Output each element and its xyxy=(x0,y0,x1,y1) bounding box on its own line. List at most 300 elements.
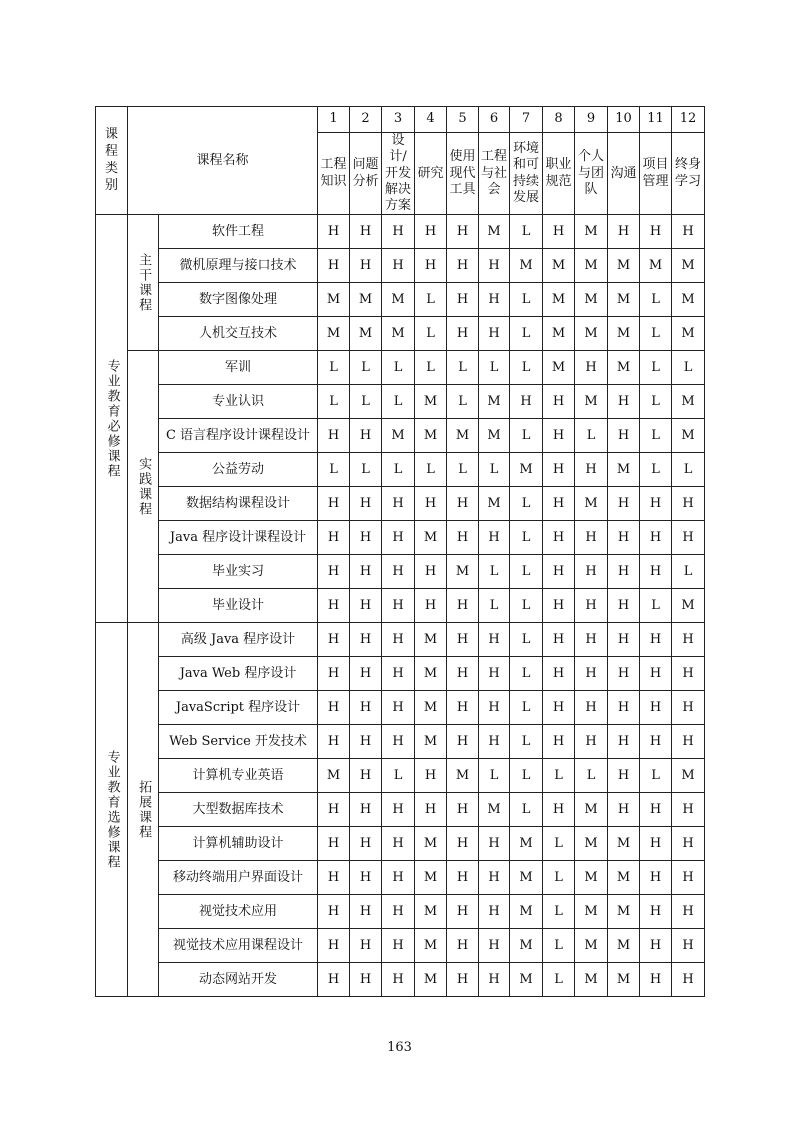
category-header-text: 课程类别 xyxy=(104,126,118,193)
outcome-level: L xyxy=(479,589,510,623)
outcome-level: H xyxy=(447,691,479,725)
outcome-level: H xyxy=(382,487,415,521)
course-name: Java 程序设计课程设计 xyxy=(159,521,318,555)
outcome-level: M xyxy=(672,249,705,283)
outcome-label: 个人与团队 xyxy=(575,133,608,215)
outcome-level: H xyxy=(350,249,382,283)
outcome-level: M xyxy=(672,589,705,623)
table-row xyxy=(96,895,705,929)
outcome-level: H xyxy=(350,793,382,827)
outcome-level: H xyxy=(350,521,382,555)
table-row xyxy=(96,487,705,521)
outcome-level: H xyxy=(672,861,705,895)
outcome-level: H xyxy=(318,691,350,725)
outcome-level: L xyxy=(575,759,608,793)
outcome-level: H xyxy=(415,589,447,623)
outcome-level: H xyxy=(640,861,672,895)
outcome-level: M xyxy=(575,385,608,419)
outcome-level: H xyxy=(447,657,479,691)
outcome-number: 4 xyxy=(415,107,447,133)
outcome-level: M xyxy=(415,861,447,895)
outcome-level: H xyxy=(543,487,575,521)
outcome-level: M xyxy=(575,793,608,827)
outcome-level: H xyxy=(447,215,479,249)
outcome-level: H xyxy=(479,827,510,861)
outcome-level: H xyxy=(543,793,575,827)
outcome-level: H xyxy=(672,487,705,521)
outcome-level: L xyxy=(543,929,575,963)
outcome-level: M xyxy=(415,623,447,657)
outcome-level: L xyxy=(479,555,510,589)
page-number: 163 xyxy=(387,1040,412,1055)
outcome-level: L xyxy=(382,351,415,385)
group-label: 实践课程 xyxy=(128,351,159,623)
outcome-level: H xyxy=(672,895,705,929)
outcome-level: H xyxy=(382,929,415,963)
outcome-level: M xyxy=(543,317,575,351)
outcome-level: M xyxy=(415,691,447,725)
outcome-level: H xyxy=(479,623,510,657)
outcome-level: L xyxy=(640,419,672,453)
outcome-level: L xyxy=(543,861,575,895)
table-row xyxy=(96,963,705,997)
matrix-body xyxy=(96,107,705,997)
outcome-level: H xyxy=(543,691,575,725)
outcome-level: H xyxy=(318,861,350,895)
outcome-level: H xyxy=(415,249,447,283)
outcome-level: L xyxy=(510,759,543,793)
outcome-level: H xyxy=(479,249,510,283)
course-name: 数据结构课程设计 xyxy=(159,487,318,521)
outcome-level: M xyxy=(318,759,350,793)
outcome-level: M xyxy=(575,827,608,861)
outcome-level: H xyxy=(608,623,640,657)
outcome-number: 6 xyxy=(479,107,510,133)
outcome-level: M xyxy=(575,215,608,249)
outcome-level: H xyxy=(350,963,382,997)
outcome-level: M xyxy=(479,419,510,453)
outcome-level: M xyxy=(479,487,510,521)
outcome-level: H xyxy=(350,759,382,793)
course-name: 软件工程 xyxy=(159,215,318,249)
outcome-level: H xyxy=(479,657,510,691)
outcome-level: H xyxy=(382,589,415,623)
table-row xyxy=(96,827,705,861)
outcome-level: L xyxy=(479,759,510,793)
outcome-number: 9 xyxy=(575,107,608,133)
outcome-level: H xyxy=(382,725,415,759)
outcome-level: L xyxy=(318,351,350,385)
outcome-level: H xyxy=(447,521,479,555)
outcome-level: M xyxy=(382,419,415,453)
outcome-level: H xyxy=(543,555,575,589)
outcome-label: 终身学习 xyxy=(672,133,705,215)
outcome-level: H xyxy=(608,419,640,453)
outcome-level: L xyxy=(382,385,415,419)
outcome-level: H xyxy=(382,215,415,249)
outcome-number: 1 xyxy=(318,107,350,133)
outcome-level: H xyxy=(672,929,705,963)
outcome-level: H xyxy=(608,793,640,827)
outcome-level: H xyxy=(447,283,479,317)
outcome-level: L xyxy=(672,555,705,589)
outcome-level: H xyxy=(318,827,350,861)
table-row xyxy=(96,283,705,317)
outcome-level: M xyxy=(510,895,543,929)
category-label: 专业教育必修课程 xyxy=(96,215,128,623)
outcome-level: L xyxy=(415,453,447,487)
outcome-level: H xyxy=(640,691,672,725)
outcome-level: H xyxy=(543,725,575,759)
outcome-level: H xyxy=(608,759,640,793)
outcome-level: M xyxy=(575,895,608,929)
outcome-level: H xyxy=(350,691,382,725)
outcome-level: H xyxy=(608,657,640,691)
outcome-level: L xyxy=(510,351,543,385)
outcome-level: H xyxy=(318,725,350,759)
outcome-level: M xyxy=(415,657,447,691)
outcome-level: L xyxy=(382,453,415,487)
outcome-level: L xyxy=(510,521,543,555)
outcome-level: L xyxy=(350,453,382,487)
outcome-level: H xyxy=(640,793,672,827)
table-row xyxy=(96,453,705,487)
outcome-level: L xyxy=(510,589,543,623)
outcome-level: L xyxy=(415,283,447,317)
outcome-level: H xyxy=(672,521,705,555)
outcome-level: H xyxy=(318,793,350,827)
outcome-level: L xyxy=(640,317,672,351)
outcome-level: L xyxy=(543,895,575,929)
outcome-level: H xyxy=(382,895,415,929)
outcome-level: H xyxy=(608,725,640,759)
course-name-header: 课程名称 xyxy=(128,107,318,215)
outcome-level: L xyxy=(543,827,575,861)
outcome-level: H xyxy=(318,215,350,249)
outcome-level: H xyxy=(382,623,415,657)
outcome-label: 使用现代工具 xyxy=(447,133,479,215)
outcome-level: M xyxy=(575,317,608,351)
outcome-level: H xyxy=(382,521,415,555)
table-row xyxy=(96,793,705,827)
category-header xyxy=(96,107,128,215)
outcome-level: H xyxy=(447,317,479,351)
outcome-level: L xyxy=(350,385,382,419)
outcome-level: H xyxy=(447,827,479,861)
outcome-level: M xyxy=(608,861,640,895)
outcome-level: H xyxy=(415,759,447,793)
outcome-level: H xyxy=(415,215,447,249)
group-label: 主干课程 xyxy=(128,215,159,351)
outcome-level: H xyxy=(447,793,479,827)
outcome-level: M xyxy=(608,317,640,351)
outcome-level: H xyxy=(543,521,575,555)
outcome-level: M xyxy=(608,895,640,929)
outcome-level: L xyxy=(510,283,543,317)
outcome-level: H xyxy=(350,657,382,691)
outcome-level: H xyxy=(640,657,672,691)
course-name: 计算机专业英语 xyxy=(159,759,318,793)
outcome-level: H xyxy=(608,691,640,725)
course-outcome-matrix xyxy=(95,106,705,997)
outcome-level: M xyxy=(672,419,705,453)
outcome-level: M xyxy=(510,453,543,487)
outcome-level: H xyxy=(640,963,672,997)
outcome-level: H xyxy=(318,249,350,283)
outcome-level: L xyxy=(510,419,543,453)
outcome-level: H xyxy=(543,215,575,249)
outcome-level: H xyxy=(350,419,382,453)
course-name: 高级 Java 程序设计 xyxy=(159,623,318,657)
outcome-level: H xyxy=(575,691,608,725)
outcome-level: M xyxy=(575,249,608,283)
outcome-level: L xyxy=(350,351,382,385)
outcome-level: H xyxy=(350,589,382,623)
outcome-level: H xyxy=(672,623,705,657)
outcome-level: M xyxy=(415,929,447,963)
course-name: C 语言程序设计课程设计 xyxy=(159,419,318,453)
outcome-level: L xyxy=(318,453,350,487)
outcome-number: 7 xyxy=(510,107,543,133)
outcome-level: H xyxy=(415,555,447,589)
table-row xyxy=(96,657,705,691)
outcome-level: H xyxy=(575,589,608,623)
outcome-level: M xyxy=(608,929,640,963)
outcome-level: L xyxy=(415,317,447,351)
outcome-level: H xyxy=(350,861,382,895)
outcome-level: L xyxy=(640,283,672,317)
outcome-level: H xyxy=(350,487,382,521)
outcome-level: H xyxy=(510,385,543,419)
outcome-level: H xyxy=(447,861,479,895)
outcome-level: M xyxy=(510,861,543,895)
outcome-level: H xyxy=(640,929,672,963)
outcome-label: 工程知识 xyxy=(318,133,350,215)
outcome-level: M xyxy=(575,861,608,895)
outcome-level: H xyxy=(479,725,510,759)
outcome-level: M xyxy=(382,317,415,351)
course-name: 移动终端用户界面设计 xyxy=(159,861,318,895)
outcome-level: L xyxy=(543,963,575,997)
outcome-level: L xyxy=(510,215,543,249)
outcome-level: H xyxy=(575,657,608,691)
outcome-level: L xyxy=(415,351,447,385)
outcome-level: L xyxy=(640,589,672,623)
outcome-level: H xyxy=(640,521,672,555)
outcome-level: H xyxy=(575,623,608,657)
outcome-level: L xyxy=(510,691,543,725)
outcome-level: L xyxy=(447,453,479,487)
outcome-level: H xyxy=(640,555,672,589)
outcome-level: L xyxy=(447,351,479,385)
outcome-level: H xyxy=(479,929,510,963)
outcome-level: M xyxy=(672,283,705,317)
category-label: 专业教育选修课程 xyxy=(96,623,128,997)
outcome-level: L xyxy=(640,759,672,793)
outcome-level: L xyxy=(318,385,350,419)
outcome-level: H xyxy=(640,895,672,929)
outcome-label: 问题分析 xyxy=(350,133,382,215)
outcome-level: H xyxy=(543,657,575,691)
outcome-level: M xyxy=(608,963,640,997)
outcome-level: M xyxy=(350,317,382,351)
outcome-level: H xyxy=(382,827,415,861)
outcome-number: 3 xyxy=(382,107,415,133)
outcome-level: H xyxy=(350,929,382,963)
outcome-level: H xyxy=(318,623,350,657)
outcome-level: H xyxy=(447,895,479,929)
outcome-level: M xyxy=(382,283,415,317)
outcome-level: L xyxy=(672,351,705,385)
outcome-level: H xyxy=(575,521,608,555)
outcome-level: H xyxy=(608,215,640,249)
course-name: 人机交互技术 xyxy=(159,317,318,351)
outcome-level: H xyxy=(672,725,705,759)
outcome-level: M xyxy=(318,317,350,351)
outcome-level: H xyxy=(479,521,510,555)
outcome-level: M xyxy=(608,283,640,317)
outcome-level: L xyxy=(640,351,672,385)
outcome-level: H xyxy=(543,453,575,487)
course-name: 数字图像处理 xyxy=(159,283,318,317)
outcome-level: H xyxy=(608,589,640,623)
outcome-level: H xyxy=(350,555,382,589)
outcome-number: 12 xyxy=(672,107,705,133)
outcome-level: M xyxy=(415,895,447,929)
table-row xyxy=(96,215,705,249)
outcome-number: 5 xyxy=(447,107,479,133)
outcome-level: M xyxy=(608,249,640,283)
outcome-level: M xyxy=(415,725,447,759)
table-row xyxy=(96,759,705,793)
outcome-level: L xyxy=(479,351,510,385)
outcome-level: M xyxy=(415,963,447,997)
outcome-level: H xyxy=(350,725,382,759)
outcome-level: L xyxy=(479,453,510,487)
outcome-level: H xyxy=(447,623,479,657)
course-name: 军训 xyxy=(159,351,318,385)
outcome-level: M xyxy=(447,555,479,589)
outcome-level: H xyxy=(318,895,350,929)
outcome-level: M xyxy=(350,283,382,317)
outcome-level: H xyxy=(575,453,608,487)
outcome-number: 2 xyxy=(350,107,382,133)
outcome-label: 研究 xyxy=(415,133,447,215)
outcome-level: H xyxy=(415,793,447,827)
outcome-level: M xyxy=(608,351,640,385)
outcome-label: 工程与社会 xyxy=(479,133,510,215)
outcome-level: H xyxy=(318,929,350,963)
outcome-level: M xyxy=(543,249,575,283)
outcome-level: H xyxy=(382,963,415,997)
table-row xyxy=(96,861,705,895)
outcome-level: M xyxy=(479,793,510,827)
outcome-level: H xyxy=(382,861,415,895)
outcome-level: H xyxy=(318,589,350,623)
outcome-level: H xyxy=(479,283,510,317)
table-row xyxy=(96,521,705,555)
outcome-level: H xyxy=(479,861,510,895)
outcome-level: H xyxy=(479,691,510,725)
outcome-level: H xyxy=(640,215,672,249)
outcome-level: H xyxy=(447,487,479,521)
table-row xyxy=(96,691,705,725)
outcome-level: H xyxy=(543,623,575,657)
outcome-level: H xyxy=(415,487,447,521)
outcome-level: M xyxy=(608,827,640,861)
outcome-level: L xyxy=(510,317,543,351)
outcome-level: H xyxy=(543,419,575,453)
outcome-level: L xyxy=(510,487,543,521)
outcome-level: H xyxy=(318,657,350,691)
outcome-level: L xyxy=(447,385,479,419)
outcome-level: H xyxy=(318,521,350,555)
course-name: 计算机辅助设计 xyxy=(159,827,318,861)
outcome-number: 11 xyxy=(640,107,672,133)
outcome-level: M xyxy=(415,419,447,453)
outcome-label: 项目管理 xyxy=(640,133,672,215)
outcome-level: H xyxy=(447,929,479,963)
table-row xyxy=(96,317,705,351)
outcome-level: H xyxy=(640,487,672,521)
table-row xyxy=(96,589,705,623)
outcome-level: H xyxy=(575,725,608,759)
table-row xyxy=(96,351,705,385)
outcome-level: H xyxy=(447,249,479,283)
outcome-level: M xyxy=(318,283,350,317)
outcome-level: M xyxy=(447,419,479,453)
outcome-level: M xyxy=(575,283,608,317)
outcome-level: H xyxy=(382,793,415,827)
outcome-level: M xyxy=(575,929,608,963)
table-row xyxy=(96,725,705,759)
course-name: Web Service 开发技术 xyxy=(159,725,318,759)
course-name: 毕业实习 xyxy=(159,555,318,589)
outcome-level: M xyxy=(672,759,705,793)
outcome-level: H xyxy=(382,555,415,589)
outcome-level: M xyxy=(672,385,705,419)
outcome-level: H xyxy=(479,963,510,997)
outcome-level: H xyxy=(672,793,705,827)
course-name: 视觉技术应用 xyxy=(159,895,318,929)
outcome-level: M xyxy=(510,929,543,963)
outcome-level: H xyxy=(479,317,510,351)
group-label: 拓展课程 xyxy=(128,623,159,997)
outcome-level: L xyxy=(510,793,543,827)
outcome-level: M xyxy=(479,215,510,249)
outcome-level: H xyxy=(608,487,640,521)
outcome-level: M xyxy=(672,317,705,351)
course-name: 公益劳动 xyxy=(159,453,318,487)
outcome-level: M xyxy=(543,351,575,385)
outcome-level: H xyxy=(640,623,672,657)
outcome-level: M xyxy=(510,249,543,283)
outcome-level: H xyxy=(382,249,415,283)
course-name: 视觉技术应用课程设计 xyxy=(159,929,318,963)
course-name: JavaScript 程序设计 xyxy=(159,691,318,725)
outcome-level: H xyxy=(672,657,705,691)
outcome-level: L xyxy=(575,419,608,453)
course-name: Java Web 程序设计 xyxy=(159,657,318,691)
course-name: 微机原理与接口技术 xyxy=(159,249,318,283)
outcome-level: M xyxy=(575,487,608,521)
outcome-level: H xyxy=(608,555,640,589)
table-row xyxy=(96,249,705,283)
outcome-level: H xyxy=(543,589,575,623)
outcome-level: L xyxy=(510,623,543,657)
outcome-level: M xyxy=(543,283,575,317)
outcome-level: M xyxy=(415,521,447,555)
